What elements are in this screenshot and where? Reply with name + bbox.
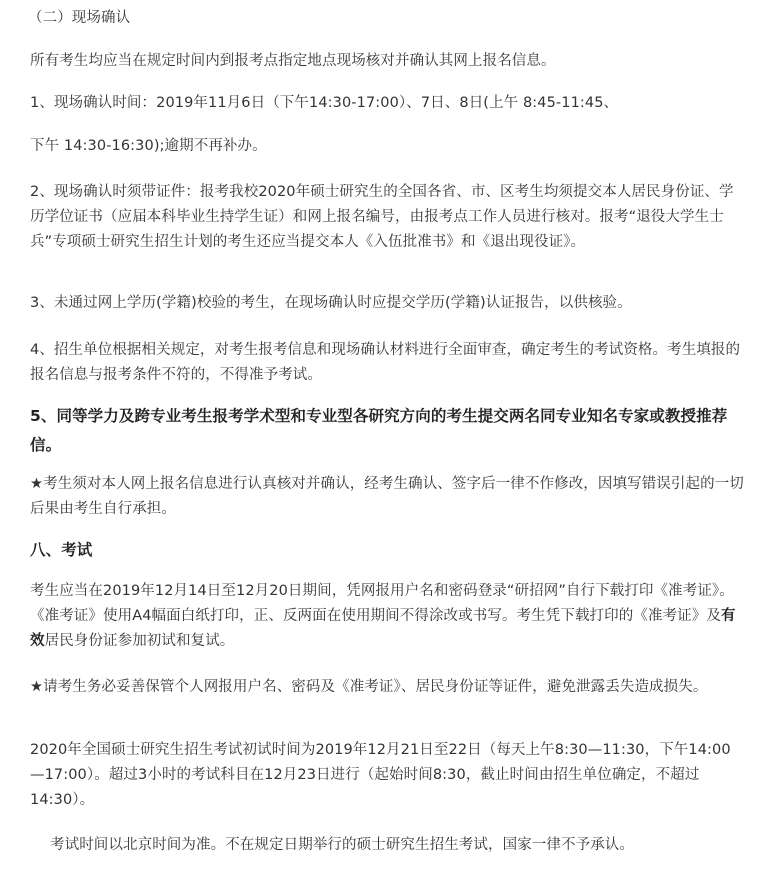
paragraph-item-1-cont: 下午 14:30-16:30);逾期不再补办。 [30,138,267,154]
paragraph-exam-time: 2020年全国硕士研究生招生考试初试时间为2019年12月21日至22日（每天上午8:30—11:30，下午14:00—17:00）。超过3小时的考试科目在12月23日进行（起始时间8:30，截止时间由招生单位确定，不超过14:30）。 [30,742,731,808]
paragraph-intro: 所有考生均应当在规定时间内到报考点指定地点现场核对并确认其网上报名信息。 [30,53,556,69]
paragraph-item-2: 2、现场确认时须带证件：报考我校2020年硕士研究生的全国各省、市、区考生均须提交本人居民身份证、学历学位证书（应届本科毕业生持学生证）和网上报名编号，由报考点工作人员进行核对。报考“退役大学生士兵”专项硕士研究生招生计划的考生还应当提交本人《入伍批准书》和《退出现役证》。 [30,184,734,250]
subsection-heading: （二）现场确认 [28,10,131,26]
paragraph-item-3: 3、未通过网上学历(学籍)校验的考生，在现场确认时应提交学历(学籍)认证报告，以供核验。 [30,295,632,311]
admission-text-bold: 有效 [30,608,736,649]
paragraph-note-star-2: ★请考生务必妥善保管个人网报用户名、密码及《准考证》、居民身份证等证件，避免泄露丢失造成损失。 [30,679,708,695]
paragraph-item-5-bold: 5、同等学力及跨专业考生报考学术型和专业型各研究方向的考生提交两名同专业知名专家或教授推荐信。 [30,407,728,454]
paragraph-admission-ticket [30,579,745,654]
paragraph-note-star: ★考生须对本人网上报名信息进行认真核对并确认，经考生确认、签字后一律不作修改，因填写错误引起的一切后果由考生自行承担。 [30,476,744,517]
admission-text-a: 考生应当在2019年12月14日至12月20日期间，凭网报用户名和密码登录“研招网”自行下载打印《准考证》。《准考证》使用A4幅面白纸打印，正、反两面在使用期间不得涂改或书写。考生凭下载打印的《准考证》及 [30,583,734,624]
paragraph-item-4: 4、招生单位根据相关规定，对考生报考信息和现场确认材料进行全面审查，确定考生的考试资格。考生填报的报名信息与报考条件不符的，不得准予考试。 [30,342,741,383]
section-heading-exam: 八、考试 [30,541,93,559]
paragraph-item-1: 1、现场确认时间：2019年11月6日（下午14:30-17:00）、7日、8日(上午 8:45-11:45、 [30,95,619,111]
paragraph-beijing-time: 考试时间以北京时间为准。不在规定日期举行的硕士研究生招生考试，国家一律不予承认。 [50,837,634,853]
admission-text-b: 居民身份证参加初试和复试。 [44,633,235,649]
